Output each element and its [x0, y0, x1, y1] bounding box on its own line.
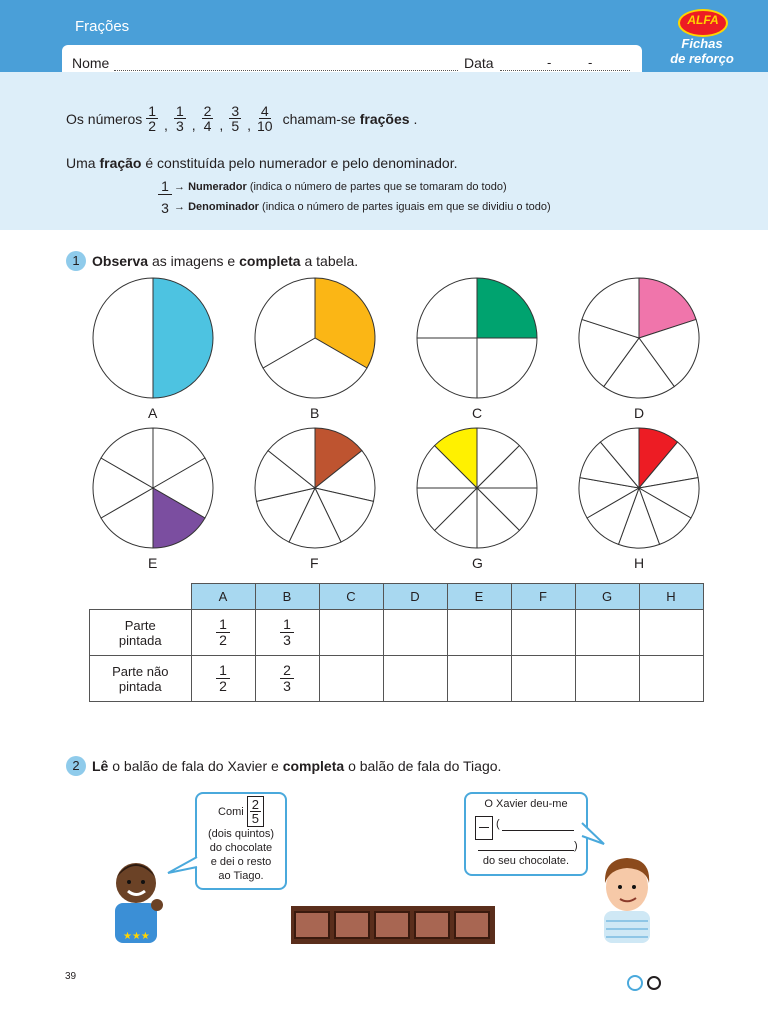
fraction-denominator: 2: [219, 632, 227, 648]
close-paren: ): [574, 840, 578, 852]
fraction-denominator: 3: [283, 678, 291, 694]
table-col-header: G: [575, 584, 639, 610]
table-cell: [191, 610, 255, 656]
row-label-painted: [90, 610, 192, 656]
date-field[interactable]: [500, 70, 630, 71]
bubble-comi-line: [195, 796, 287, 827]
circle-label: H: [634, 555, 645, 571]
fraction-numerator: 1: [216, 617, 230, 633]
row-label-text: pintada: [118, 678, 162, 694]
table-cell-empty[interactable]: [447, 610, 511, 656]
fraction-numerator: 2: [203, 103, 212, 119]
table-cell-empty[interactable]: [383, 610, 447, 656]
hand: [151, 899, 163, 911]
fraction-circle-h: [579, 428, 699, 571]
question-1-instruction: [92, 253, 358, 269]
table-cell-empty[interactable]: [319, 656, 383, 702]
fraction-circle-b: [255, 278, 375, 421]
answer-fraction-box[interactable]: [475, 816, 493, 840]
numerator-explanation: [174, 181, 507, 193]
xavier-bubble-text: [195, 796, 287, 883]
fraction-bar: [479, 827, 489, 828]
bubble-fraction-box: [247, 796, 264, 827]
bubble-comi: Comi: [218, 805, 244, 818]
intro-text: é constituída pelo numerador e pelo denominador.: [145, 155, 458, 171]
intro-fraction-list: [146, 104, 272, 133]
xavier-illustration: [105, 855, 167, 943]
instr-bold: completa: [282, 758, 345, 774]
intro-fraction: [146, 104, 158, 133]
fraction-denominator: 3: [175, 118, 184, 134]
logo-line-2: de reforço: [670, 51, 734, 66]
cell-fraction: [216, 617, 230, 648]
bubble-frac-num: 2: [251, 797, 259, 812]
date-separator: -: [547, 55, 552, 70]
fraction-denominator: 3: [283, 632, 291, 648]
tiago-bubble-line-2: do seu chocolate.: [482, 855, 570, 867]
row-label-unpainted: [90, 656, 192, 702]
footer-circles-icon: [626, 975, 666, 991]
circle-label: D: [634, 405, 645, 421]
row-label-text: pintada: [118, 632, 162, 648]
bubble-text-line: ao Tiago.: [218, 870, 264, 882]
question-2-instruction: [92, 758, 501, 774]
date-label: Data: [464, 55, 494, 71]
table-header-row: [90, 584, 704, 610]
table-col-header: E: [447, 584, 511, 610]
table-cell: [191, 656, 255, 702]
instr-text: as imagens e: [151, 253, 236, 269]
arrow-icon: →: [174, 181, 185, 193]
intro-fraction: [257, 104, 273, 133]
bubble-frac-den: 5: [251, 811, 259, 826]
fraction-numerator: 2: [280, 663, 294, 679]
table-cell: [255, 610, 319, 656]
chocolate-piece: [415, 912, 449, 938]
chocolate-piece: [455, 912, 489, 938]
fraction-numerator: 1: [280, 617, 294, 633]
sector: [417, 278, 477, 338]
table-cell-empty[interactable]: [383, 656, 447, 702]
date-separator: -: [588, 55, 593, 70]
fraction-denominator: 5: [231, 118, 240, 134]
bubble-text-line: e dei o resto: [210, 856, 272, 868]
fractions-table: [89, 583, 704, 702]
table-cell-empty[interactable]: [575, 656, 639, 702]
table-col-header: F: [511, 584, 575, 610]
fraction-circle-f: [255, 428, 375, 571]
table-cell-empty[interactable]: [575, 610, 639, 656]
bubble-tail: [580, 822, 606, 846]
fraction-numerator: 1: [175, 103, 184, 119]
circle-label: E: [148, 555, 158, 571]
fraction-denominator: 4: [203, 118, 212, 134]
table-cell: [255, 656, 319, 702]
row-label-text: Parte não: [112, 663, 169, 679]
instr-bold: Observa: [92, 253, 149, 269]
chocolate-bar: [291, 906, 495, 944]
fraction-denominator: 2: [148, 118, 157, 134]
fraction-circles: [0, 270, 768, 580]
table-col-header: A: [191, 584, 255, 610]
arrow-icon: →: [174, 201, 185, 213]
sector: [417, 338, 477, 398]
chocolate-piece: [295, 912, 329, 938]
circle-label: F: [310, 555, 319, 571]
fraction-circle-g: [417, 428, 537, 571]
table-row-painted: [90, 610, 704, 656]
table-cell-empty[interactable]: [511, 656, 575, 702]
painted-sector: [477, 278, 537, 338]
denominator-digit: 3: [161, 200, 169, 216]
numerator-label: Numerador: [188, 181, 247, 193]
table-corner: [90, 584, 192, 610]
tiago-bubble-line-1: O Xavier deu-me: [484, 798, 568, 810]
painted-sector: [153, 278, 213, 398]
page-title: Frações: [75, 18, 130, 35]
denominator-desc: (indica o número de partes iguais em que se dividiu o todo): [262, 201, 551, 213]
instr-bold: completa: [239, 253, 301, 269]
fraction-denominator: 2: [219, 678, 227, 694]
comma: ,: [164, 117, 168, 133]
fraction-circle-c: [417, 278, 537, 421]
fraction-numerator: 4: [260, 103, 269, 119]
intro-mid: chamam-se: [282, 110, 356, 127]
sector: [93, 278, 153, 398]
comma: ,: [247, 117, 251, 133]
face: [116, 863, 156, 903]
circle-label: C: [472, 405, 483, 421]
bubble-text-line: do chocolate: [209, 842, 273, 854]
fraction-circle-a: [93, 278, 213, 421]
question-number-1: 1: [66, 251, 86, 271]
intro-line-2: [66, 155, 457, 171]
fraction-numerator: 1: [148, 103, 157, 119]
name-field[interactable]: [114, 70, 458, 71]
table-cell-empty[interactable]: [511, 610, 575, 656]
circle-label: A: [148, 405, 158, 421]
intro-prefix: Os números: [66, 110, 143, 127]
numerator-desc: (indica o número de partes que se tomaram do todo): [249, 181, 507, 193]
name-box: [62, 45, 642, 72]
intro-line-1: Os números $\frac{1}{2}$ , $\frac{1}{3}$ , $\frac{2}{4}$ , $\frac{3}{5}$ , $\frac{4}{10}$ chamam-se frações .: [66, 103, 418, 134]
circle-label: B: [310, 405, 320, 421]
answer-blank-2[interactable]: [478, 850, 574, 851]
cell-fraction: [280, 617, 294, 648]
logo-line-1: Fichas: [681, 36, 723, 51]
table-col-header: C: [319, 584, 383, 610]
star-icon: ★★★: [123, 931, 150, 942]
fraction-circle-e: [93, 428, 213, 571]
intro-bold-term: frações: [359, 110, 410, 127]
comma: ,: [219, 117, 224, 133]
comma: ,: [191, 117, 196, 133]
table-col-header: H: [639, 584, 703, 610]
instr-bold: Lê: [92, 758, 109, 774]
fraction-numerator: 3: [231, 103, 240, 119]
open-paren: (: [496, 818, 500, 830]
logo-brand: ALFA: [687, 13, 719, 27]
page-number: 39: [65, 971, 77, 982]
question-number-2: 2: [66, 756, 86, 776]
tiago-illustration: [596, 855, 658, 943]
instr-text: o balão de fala do Xavier e: [112, 758, 279, 774]
fraction-numerator: 1: [216, 663, 230, 679]
bubble-text-line: (dois quintos): [207, 828, 275, 840]
fraction-circle-d: [579, 278, 699, 421]
cell-fraction: [216, 663, 230, 694]
table-cell-empty[interactable]: [639, 610, 703, 656]
table-cell-empty[interactable]: [639, 656, 703, 702]
denominator-explanation: [174, 201, 551, 213]
intro-fraction: [174, 104, 186, 133]
intro-text: Uma: [66, 155, 96, 171]
sector: [477, 338, 537, 398]
denominator-label: Denominador: [188, 201, 259, 213]
intro-fraction: [229, 104, 241, 133]
name-label: Nome: [72, 55, 110, 71]
table-cell-empty[interactable]: [447, 656, 511, 702]
numerator-digit: 1: [158, 178, 172, 195]
intro-bold-fracao: fração: [99, 155, 142, 171]
shirt: [604, 911, 650, 943]
chocolate-piece: [335, 912, 369, 938]
intro-fraction: [202, 104, 214, 133]
cell-fraction: [280, 663, 294, 694]
table-row-unpainted: [90, 656, 704, 702]
row-label-text: Parte: [124, 617, 156, 633]
answer-blank-1[interactable]: [502, 830, 574, 831]
table-cell-empty[interactable]: [319, 610, 383, 656]
chocolate-piece: [375, 912, 409, 938]
table-col-header: B: [255, 584, 319, 610]
instr-text: a tabela.: [304, 253, 359, 269]
instr-text: o balão de fala do Tiago.: [348, 758, 502, 774]
circle-label: G: [472, 555, 483, 571]
table-col-header: D: [383, 584, 447, 610]
logo-subtitle: [660, 36, 744, 66]
fraction-denominator: 10: [257, 118, 273, 134]
